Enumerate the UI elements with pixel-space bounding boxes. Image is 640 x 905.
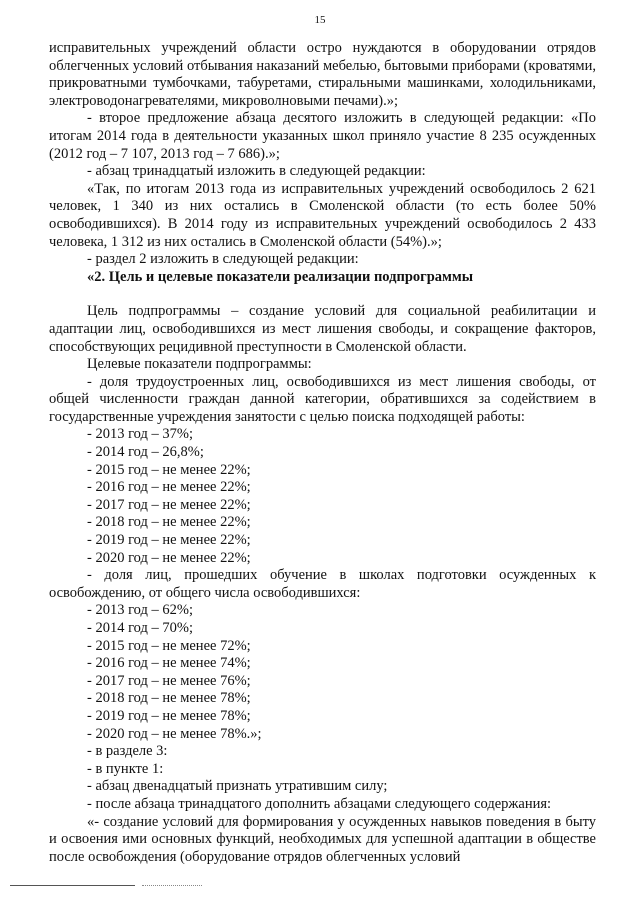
list-item: - 2018 год – не менее 78%;	[87, 690, 251, 707]
list-item: - 2014 год – 70%;	[87, 620, 193, 636]
indicator1-text: - доля трудоустроенных лиц, освободившихся из мест лишения свободы, от общей численности граждан данной категории, обратившихся за содействием в государственные учреждения занятости с целью поиска подходящей работы:	[49, 373, 596, 425]
list-item: - 2016 год – не менее 22%;	[87, 479, 251, 496]
list-item: - 2015 год – не менее 72%;	[87, 637, 251, 654]
tail-line-point1: - в пункте 1:	[87, 760, 164, 777]
list-item: - 2019 год – не менее 22%;	[87, 532, 251, 549]
indicators-title: Целевые показатели подпрограммы:	[87, 356, 312, 373]
list-item: - 2013 год – 62%;	[87, 602, 193, 619]
list-item: - 2020 год – не менее 22%;	[87, 549, 251, 566]
footer-rule	[10, 885, 135, 886]
indicator2-list	[49, 602, 596, 743]
tail-line-abzac12: - абзац двенадцатый признать утратившим силу;	[87, 778, 388, 795]
indicator1-list	[49, 426, 596, 567]
document-body	[49, 40, 596, 866]
tail-line-after13: - после абзаца тринадцатого дополнить абзацами следующего содержания:	[87, 795, 552, 812]
list-item: - 2020 год – не менее 78%.»;	[87, 725, 262, 742]
list-item: - 2015 год – не менее 22%;	[87, 461, 251, 478]
blank-line	[49, 286, 596, 303]
list-item: - 2013 год – 37%;	[87, 426, 193, 443]
list-item: - 2017 год – не менее 22%;	[87, 496, 251, 513]
list-item: - 2019 год – не менее 78%;	[87, 707, 251, 724]
paragraph-second-sentence: - второе предложение абзаца десятого изложить в следующей редакции: «По итогам 2014 года в деятельности указанных школ приняло участие 8 235 осужденных (2012 год – 7 107, 2013 год – 7 686).»;	[49, 110, 596, 162]
paragraph-quote-results: «Так, по итогам 2013 года из исправительных учреждений освободилось 2 621 человек, 1 340 из них остались в Смоленской области (то есть более 50% освободившихся). В 2014 году из исправительных учреждений освободилось 2 433 человека, 1 312 из них остались в Смоленской области (54%).»;	[49, 180, 596, 250]
paragraph-section2: - раздел 2 изложить в следующей редакции:	[87, 251, 359, 268]
list-item: - 2016 год – не менее 74%;	[87, 655, 251, 672]
section-heading: «2. Цель и целевые показатели реализации подпрограммы	[87, 268, 474, 285]
list-item: - 2014 год – 26,8%;	[87, 444, 204, 461]
last-paragraph: «- создание условий для формирования у осужденных навыков поведения в быту и освоения ими основных функций, необходимых для успешной адаптации в обществе после освобождения (оборудование отрядов облегченных условий	[49, 813, 596, 865]
footer-rule-dotted	[142, 885, 202, 886]
list-item: - 2017 год – не менее 76%;	[87, 672, 251, 689]
paragraph-continuation: исправительных учреждений области остро нуждаются в оборудовании отрядов облегченных условий отбывания наказаний мебелью, бытовыми приборами (кроватями, прикроватными тумбочками, табуретами, стиральными машинками, холодильниками, электроводонагревателями, микроволновыми печами).»;	[49, 40, 596, 109]
paragraph-thirteenth-abzac: - абзац тринадцатый изложить в следующей редакции:	[87, 163, 426, 180]
page-number: 15	[314, 14, 326, 26]
indicator2-text: - доля лиц, прошедших обучение в школах подготовки осужденных к освобождению, от общего числа освободившихся:	[49, 567, 596, 601]
list-item: - 2018 год – не менее 22%;	[87, 514, 251, 531]
tail-line-section3: - в разделе 3:	[87, 743, 168, 760]
goal-paragraph: Цель подпрограммы – создание условий для социальной реабилитации и адаптации лиц, освободившихся из мест лишения свободы, и сокращение факторов, способствующих рецидивной преступности в Смоленской области.	[49, 303, 596, 355]
